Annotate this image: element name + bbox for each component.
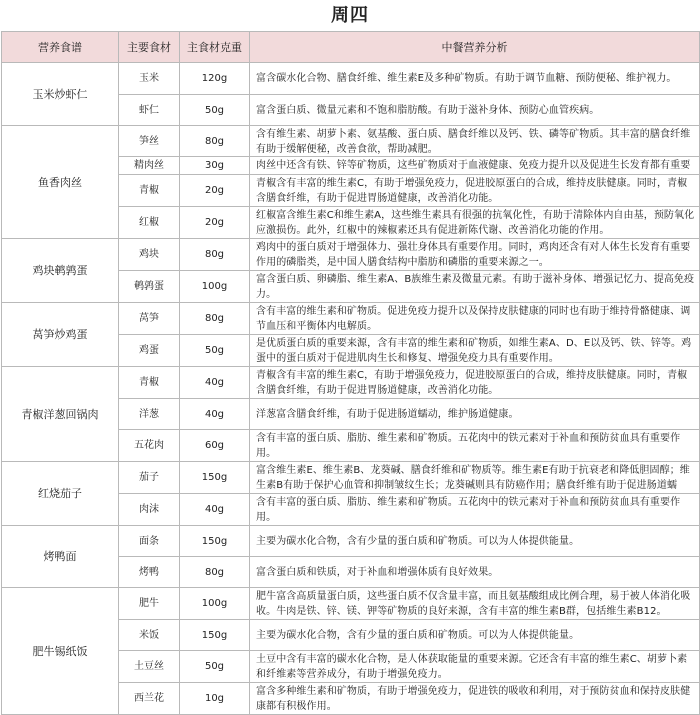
ingredient-weight: 150g [180, 620, 250, 651]
dish-name: 肥牛锡纸饭 [2, 588, 119, 715]
nutrition-analysis [250, 207, 700, 239]
nutrition-analysis-text: 青椒含有丰富的维生素C，有助于增强免疫力，促进胶原蛋白的合成，维持皮肤健康。同时，青椒含膳食纤维，有助于促进胃肠道健康，改善消化功能。 [256, 178, 688, 204]
nutrition-analysis [250, 335, 700, 367]
ingredient-weight: 30g [180, 157, 250, 175]
nutrition-analysis-text: 含有丰富的维生素和矿物质。促进免疫力提升以及保持皮肤健康的同时也有助于维持骨骼健康、调节血压和平衡体内电解质。 [256, 306, 691, 332]
nutrition-analysis-text: 主要为碳水化合物，含有少量的蛋白质和矿物质。可以为人体提供能量。 [256, 629, 580, 641]
nutrition-analysis [250, 303, 700, 335]
ingredient-name: 肉沫 [119, 494, 180, 526]
nutrition-analysis-text: 富含蛋白质、微量元素和不饱和脂肪酸。有助于滋补身体、预防心血管疾病。 [256, 104, 600, 116]
dish-name: 红烧茄子 [2, 462, 119, 526]
ingredient-weight: 40g [180, 494, 250, 526]
dish-name: 莴笋炒鸡蛋 [2, 303, 119, 367]
table-row [2, 303, 700, 335]
nutrition-analysis [250, 526, 700, 557]
ingredient-weight: 150g [180, 462, 250, 494]
ingredient-weight: 100g [180, 588, 250, 620]
nutrition-analysis [250, 399, 700, 430]
nutrition-analysis-text: 青椒含有丰富的维生素C，有助于增强免疫力，促进胶原蛋白的合成，维持皮肤健康。同时，青椒含膳食纤维，有助于促进胃肠道健康，改善消化功能。 [256, 370, 688, 396]
header-ingredient: 主要食材 [119, 32, 180, 63]
ingredient-weight: 60g [180, 430, 250, 462]
ingredient-weight: 40g [180, 367, 250, 399]
ingredient-name: 面条 [119, 526, 180, 557]
nutrition-analysis-text: 是优质蛋白质的重要来源，含有丰富的维生素和矿物质，如维生素A、D、E以及钙、铁、锌等。鸡蛋中的蛋白质对于促进肌肉生长和修复、增强免疫力具有重要作用。 [256, 338, 692, 364]
dish-name: 鸡块鹌鹑蛋 [2, 239, 119, 303]
header-analysis: 中餐营养分析 [250, 32, 700, 63]
nutrition-analysis-text: 富含维生素E、维生素B、龙葵碱、膳食纤维和矿物质等。维生素E有助于抗衰老和降低胆固醇；维生素B有助于保护心血管和抑制皱纹生长；龙葵碱则具有防癌作用；膳食纤维有助于促进肠道蠕 [256, 465, 690, 491]
table-body [2, 63, 700, 715]
nutrition-analysis [250, 620, 700, 651]
nutrition-analysis [250, 63, 700, 95]
ingredient-weight: 20g [180, 207, 250, 239]
header-weight: 主食材克重 [180, 32, 250, 63]
ingredient-name: 莴笋 [119, 303, 180, 335]
ingredient-weight: 50g [180, 335, 250, 367]
ingredient-name: 鸡蛋 [119, 335, 180, 367]
page-title: 周四 [331, 5, 369, 26]
ingredient-weight: 50g [180, 95, 250, 126]
ingredient-name: 精肉丝 [119, 157, 180, 175]
nutrition-analysis [250, 239, 700, 271]
nutrition-analysis-text: 富含多种维生素和矿物质，有助于增强免疫力，促进铁的吸收和利用，对于预防贫血和保持皮肤健康都有积极作用。 [256, 686, 691, 712]
nutrition-analysis [250, 683, 700, 715]
ingredient-name: 米饭 [119, 620, 180, 651]
nutrition-analysis-text: 肉丝中还含有铁、锌等矿物质，这些矿物质对于血液健康、免疫力提升以及促进生长发育都有重要 [256, 160, 691, 171]
table-row [2, 239, 700, 271]
nutrition-analysis [250, 462, 700, 494]
table-row [2, 526, 700, 557]
nutrition-analysis-text: 红椒富含维生素C和维生素A，这些维生素具有很强的抗氧化性，有助于清除体内自由基，预防氧化应激损伤。此外，红椒中的辣椒素还具有促进新陈代谢、改善消化功能的作用。 [256, 210, 695, 236]
ingredient-name: 茄子 [119, 462, 180, 494]
nutrition-analysis [250, 367, 700, 399]
header-row [2, 32, 700, 63]
nutrition-analysis-text: 含有维生素、胡萝卜素、氨基酸、蛋白质、膳食纤维以及钙、铁、磷等矿物质。其丰富的膳食纤维有助于缓解便秘，改善食欲，帮助减肥。 [256, 129, 691, 155]
header-recipe: 营养食谱 [2, 32, 119, 63]
ingredient-name: 红椒 [119, 207, 180, 239]
nutrition-analysis [250, 494, 700, 526]
ingredient-weight: 80g [180, 557, 250, 588]
nutrition-analysis-text: 鸡肉中的蛋白质对于增强体力、强壮身体具有重要作用。同时，鸡肉还含有对人体生长发育有重要作用的磷脂类，是中国人膳食结构中脂肪和磷脂的重要来源之一。 [256, 242, 691, 268]
nutrition-analysis-text: 主要为碳水化合物，含有少量的蛋白质和矿物质。可以为人体提供能量。 [256, 535, 580, 547]
ingredient-name: 青椒 [119, 367, 180, 399]
ingredient-weight: 80g [180, 239, 250, 271]
dish-name: 烤鸭面 [2, 526, 119, 588]
ingredient-name: 烤鸭 [119, 557, 180, 588]
nutrition-analysis [250, 157, 700, 175]
ingredient-name: 玉米 [119, 63, 180, 95]
nutrition-analysis [250, 175, 700, 207]
nutrition-analysis-text: 肥牛富含高质量蛋白质，这些蛋白质不仅含量丰富，而且氨基酸组成比例合理，易于被人体消化吸收。牛肉是铁、锌、镁、钾等矿物质的良好来源，含有丰富的维生素B群，包括维生素B12。 [256, 591, 691, 617]
nutrition-analysis-text: 含有丰富的蛋白质、脂肪、维生素和矿物质。五花肉中的铁元素对于补血和预防贫血具有重要作用。 [256, 497, 681, 523]
ingredient-name: 五花肉 [119, 430, 180, 462]
nutrition-analysis [250, 651, 700, 683]
table-row [2, 126, 700, 157]
nutrition-table [1, 31, 700, 715]
ingredient-weight: 20g [180, 175, 250, 207]
ingredient-name: 虾仁 [119, 95, 180, 126]
ingredient-weight: 120g [180, 63, 250, 95]
nutrition-analysis-text: 富含蛋白质、卵磷脂、维生素A、B族维生素及微量元素。有助于滋补身体、增强记忆力、提高免疫力。 [256, 274, 695, 300]
table-row [2, 367, 700, 399]
dish-name: 青椒洋葱回锅肉 [2, 367, 119, 462]
table-row [2, 462, 700, 494]
ingredient-weight: 50g [180, 651, 250, 683]
nutrition-analysis [250, 430, 700, 462]
nutrition-analysis [250, 557, 700, 588]
ingredient-name: 肥牛 [119, 588, 180, 620]
ingredient-weight: 80g [180, 303, 250, 335]
nutrition-analysis-text: 富含碳水化合物、膳食纤维、维生素E及多种矿物质。有助于调节血糖、预防便秘、维护视力。 [256, 73, 677, 84]
ingredient-name: 青椒 [119, 175, 180, 207]
ingredient-weight: 150g [180, 526, 250, 557]
ingredient-name: 笋丝 [119, 126, 180, 157]
nutrition-analysis [250, 95, 700, 126]
dish-name: 鱼香肉丝 [2, 126, 119, 239]
nutrition-analysis-text: 洋葱富含膳食纤维，有助于促进肠道蠕动，维护肠道健康。 [256, 408, 519, 420]
dish-name: 玉米炒虾仁 [2, 63, 119, 126]
ingredient-name: 土豆丝 [119, 651, 180, 683]
nutrition-analysis-text: 土豆中含有丰富的碳水化合物，是人体获取能量的重要来源。它还含有丰富的维生素C、胡萝卜素和纤维素等营养成分，有助于增强免疫力。 [256, 654, 688, 680]
ingredient-weight: 100g [180, 271, 250, 303]
nutrition-analysis [250, 588, 700, 620]
ingredient-name: 西兰花 [119, 683, 180, 715]
ingredient-name: 鸡块 [119, 239, 180, 271]
ingredient-name: 鹌鹑蛋 [119, 271, 180, 303]
ingredient-weight: 80g [180, 126, 250, 157]
table-row [2, 63, 700, 95]
ingredient-weight: 10g [180, 683, 250, 715]
ingredient-weight: 40g [180, 399, 250, 430]
ingredient-name: 洋葱 [119, 399, 180, 430]
nutrition-analysis-text: 含有丰富的蛋白质、脂肪、维生素和矿物质。五花肉中的铁元素对于补血和预防贫血具有重要作用。 [256, 433, 681, 459]
nutrition-analysis [250, 126, 700, 157]
table-row [2, 588, 700, 620]
nutrition-analysis [250, 271, 700, 303]
nutrition-analysis-text: 富含蛋白质和铁质，对于补血和增强体质有良好效果。 [256, 566, 499, 578]
